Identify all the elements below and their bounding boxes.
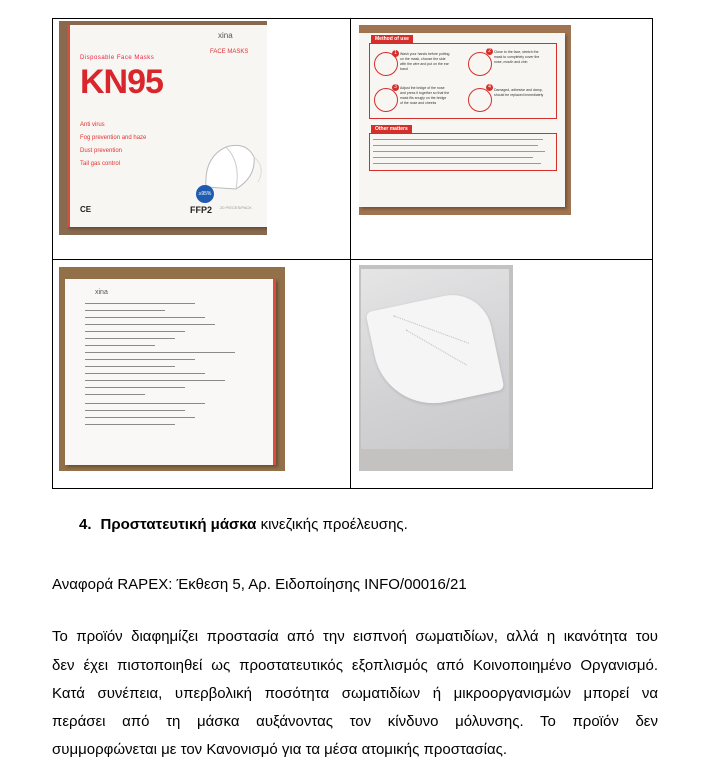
- mask-box-front: [67, 25, 267, 227]
- method-heading: Method of use: [371, 35, 413, 43]
- paragraph-line: περάσει από τη μάσκα αυξάνοντας τον κίνδυνο μόλυνσης. Το προϊόν δεν: [52, 713, 658, 730]
- step-number: 2: [486, 48, 493, 55]
- paragraph-line: Κατά συνέπεια, υπερβολική ποσότητα σωματιδίων ή μικροοργανισμών μπορεί να: [52, 685, 658, 702]
- fine-print-line: [85, 317, 205, 318]
- fine-print-line: [373, 157, 533, 158]
- section-heading: [79, 516, 408, 533]
- paragraph-line: δεν έχει πιστοποιηθεί ως προστατευτικός εξοπλισμός από Κοινοποιημένο Οργανισμό.: [52, 657, 658, 674]
- box-subtitle: Disposable Face Masks: [80, 55, 155, 61]
- step-number: 4: [486, 84, 493, 91]
- fine-print-line: [85, 424, 175, 425]
- filtration-badge: ≥95%: [196, 185, 214, 203]
- fine-print-line: [85, 359, 195, 360]
- method-frame: [369, 43, 557, 119]
- step-text: Damaged, adhesive and damp, should be replaced immediately: [494, 88, 544, 97]
- step-number: 3: [392, 84, 399, 91]
- ffp-rating: FFP2: [190, 205, 213, 215]
- fine-print-line: [85, 303, 195, 304]
- fine-print-line: [85, 331, 185, 332]
- fine-print-line: [85, 324, 215, 325]
- feature-item: Tail gas control: [80, 161, 121, 167]
- other-matters-heading: Other matters: [371, 125, 412, 133]
- step-text: Wash your hands before putting on the mask, choose the side with the wire and put on the ear band: [400, 52, 450, 71]
- fine-print-line: [85, 417, 195, 418]
- fine-print-line: [85, 410, 185, 411]
- fine-print-line: [85, 338, 175, 339]
- photo-method-of-use: [359, 25, 571, 215]
- fine-print-line: [85, 387, 185, 388]
- step-text: Adjust the bridge of the nose and press it together so that the mask fits snugly on the bridge of the nose and cheeks: [400, 86, 450, 105]
- fine-print-line: [373, 163, 541, 164]
- fine-print-line: [85, 373, 205, 374]
- mask-product: [365, 288, 504, 415]
- mask-box-back: [359, 33, 565, 207]
- brand-logo: xina: [218, 31, 233, 40]
- feature-item: Fog prevention and haze: [80, 135, 147, 141]
- photo-product-info: [59, 267, 285, 471]
- section-title-bold: Προστατευτική μάσκα: [100, 516, 257, 533]
- fine-print-line: [85, 352, 235, 353]
- photo-box-front: [59, 21, 267, 235]
- fine-print-line: [373, 139, 543, 140]
- table-divider-horizontal: [53, 259, 652, 260]
- table-divider-vertical: [350, 19, 351, 488]
- step-number: 1: [392, 50, 399, 57]
- photo-bagged-mask: [359, 265, 513, 471]
- fine-print-line: [85, 380, 225, 381]
- rapex-reference: Αναφορά RAPEX: Έκθεση 5, Αρ. Ειδοποίησης INFO/00016/21: [52, 576, 467, 593]
- fine-print-line: [85, 394, 145, 395]
- section-number: 4.: [79, 516, 92, 533]
- fine-print-line: [85, 310, 165, 311]
- brand-logo: xina: [95, 289, 108, 296]
- step-illustration: [374, 88, 398, 112]
- paragraph-line: συμμορφώνεται με τον Κανονισμό για τα μέσα ατομικής προστασίας.: [52, 741, 508, 758]
- fine-print-line: [373, 151, 545, 152]
- feature-list: [80, 119, 146, 171]
- section-title-rest: κινεζικής προέλευσης.: [256, 516, 408, 533]
- box-title: KN95: [80, 63, 163, 101]
- step-illustration: [468, 52, 492, 76]
- step-text: Close to the face, stretch the mask to completely cover the nose, mouth and chin: [494, 50, 540, 64]
- photo-table: [52, 18, 653, 489]
- feature-item: Anti virus: [80, 122, 105, 128]
- mask-box-info-side: [65, 279, 276, 465]
- pack-count: 20 PIECES/PACK: [220, 205, 252, 210]
- step-illustration: [468, 88, 492, 112]
- plastic-bag: [361, 269, 509, 449]
- paragraph-line: Το προϊόν διαφημίζει προστασία από την εισπνοή σωματιδίων, αλλά η ικανότητα του: [52, 628, 658, 645]
- brand-subtitle: FACE MASKS: [210, 49, 249, 55]
- fine-print-line: [85, 403, 205, 404]
- fine-print-line: [85, 366, 175, 367]
- feature-item: Dust prevention: [80, 148, 123, 154]
- ce-mark: CE: [80, 205, 92, 214]
- fine-print-line: [373, 145, 538, 146]
- fine-print-line: [85, 345, 155, 346]
